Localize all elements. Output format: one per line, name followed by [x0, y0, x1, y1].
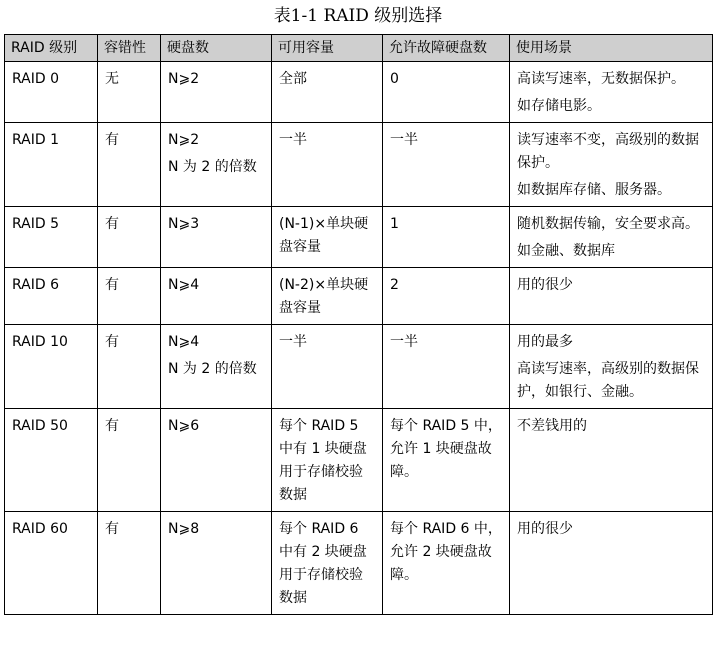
use-case-cell-line: 不差钱用的	[517, 418, 587, 434]
raid-level-cell: RAID 5	[5, 207, 98, 268]
disk-count-cell-line: N⩾6	[168, 418, 200, 434]
header-raid-level: RAID 级别	[5, 35, 98, 62]
disk-count-cell	[161, 325, 272, 409]
disk-count-cell	[161, 268, 272, 325]
fault-tolerance-cell: 有	[98, 409, 161, 512]
header-allowed-failures: 允许故障硬盘数	[383, 35, 510, 62]
fault-tolerance-cell: 有	[98, 207, 161, 268]
use-case-cell-line: 高读写速率，高级别的数据保护，如银行、金融。	[517, 361, 699, 400]
raid-level-cell: RAID 1	[5, 123, 98, 207]
use-case-cell-line: 随机数据传输，安全要求高。	[517, 216, 699, 232]
allowed-failures-cell: 每个 RAID 5 中，允许 1 块硬盘故障。	[383, 409, 510, 512]
disk-count-cell-line: N⩾2	[168, 71, 200, 87]
disk-count-cell	[161, 62, 272, 123]
table-row	[5, 123, 713, 207]
disk-count-cell	[161, 123, 272, 207]
raid-level-cell: RAID 0	[5, 62, 98, 123]
allowed-failures-cell: 2	[383, 268, 510, 325]
disk-count-cell-line: N⩾4	[168, 277, 200, 293]
allowed-failures-cell: 0	[383, 62, 510, 123]
raid-level-table	[4, 34, 713, 615]
fault-tolerance-cell: 无	[98, 62, 161, 123]
use-case-cell	[510, 409, 713, 512]
use-case-cell-line: 读写速率不变，高级别的数据保护。	[517, 132, 699, 171]
use-case-cell-line: 如金融、数据库	[517, 243, 615, 259]
raid-level-cell: RAID 50	[5, 409, 98, 512]
allowed-failures-cell: 一半	[383, 325, 510, 409]
disk-count-cell-line: N⩾4	[168, 334, 200, 350]
fault-tolerance-cell: 有	[98, 512, 161, 615]
allowed-failures-cell: 每个 RAID 6 中，允许 2 块硬盘故障。	[383, 512, 510, 615]
usable-capacity-cell: 一半	[272, 325, 383, 409]
table-row	[5, 207, 713, 268]
table-row	[5, 325, 713, 409]
disk-count-cell-line: N⩾8	[168, 521, 200, 537]
use-case-cell-line: 如存储电影。	[517, 98, 601, 114]
table-row	[5, 62, 713, 123]
table-row	[5, 512, 713, 615]
disk-count-cell-line: N⩾3	[168, 216, 200, 232]
usable-capacity-cell: (N-1)×单块硬盘容量	[272, 207, 383, 268]
header-row	[5, 35, 713, 62]
header-fault-tolerance: 容错性	[98, 35, 161, 62]
use-case-cell	[510, 62, 713, 123]
use-case-cell-line: 用的很少	[517, 277, 573, 293]
allowed-failures-cell: 一半	[383, 123, 510, 207]
table-row	[5, 268, 713, 325]
table-caption: 表1-1 RAID 级别选择	[273, 6, 443, 26]
use-case-cell	[510, 207, 713, 268]
usable-capacity-cell: (N-2)×单块硬盘容量	[272, 268, 383, 325]
disk-count-cell-line: N 为 2 的倍数	[168, 361, 257, 377]
disk-count-cell-line: N⩾2	[168, 132, 200, 148]
header-disk-count: 硬盘数	[161, 35, 272, 62]
fault-tolerance-cell: 有	[98, 325, 161, 409]
raid-level-cell: RAID 6	[5, 268, 98, 325]
disk-count-cell	[161, 207, 272, 268]
use-case-cell-line: 高读写速率，无数据保护。	[517, 71, 685, 87]
use-case-cell	[510, 325, 713, 409]
header-usable-capacity: 可用容量	[272, 35, 383, 62]
disk-count-cell	[161, 512, 272, 615]
usable-capacity-cell: 每个 RAID 6 中有 2 块硬盘用于存储校验数据	[272, 512, 383, 615]
use-case-cell-line: 用的最多	[517, 334, 573, 350]
header-use-case: 使用场景	[510, 35, 713, 62]
use-case-cell-line: 如数据库存储、服务器。	[517, 182, 671, 198]
use-case-cell-line: 用的很少	[517, 521, 573, 537]
use-case-cell	[510, 123, 713, 207]
allowed-failures-cell: 1	[383, 207, 510, 268]
table-row	[5, 409, 713, 512]
usable-capacity-cell: 全部	[272, 62, 383, 123]
fault-tolerance-cell: 有	[98, 268, 161, 325]
table-body	[5, 62, 713, 615]
disk-count-cell-line: N 为 2 的倍数	[168, 159, 257, 175]
raid-level-cell: RAID 10	[5, 325, 98, 409]
use-case-cell	[510, 512, 713, 615]
usable-capacity-cell: 一半	[272, 123, 383, 207]
disk-count-cell	[161, 409, 272, 512]
usable-capacity-cell: 每个 RAID 5 中有 1 块硬盘用于存储校验数据	[272, 409, 383, 512]
raid-level-cell: RAID 60	[5, 512, 98, 615]
use-case-cell	[510, 268, 713, 325]
fault-tolerance-cell: 有	[98, 123, 161, 207]
